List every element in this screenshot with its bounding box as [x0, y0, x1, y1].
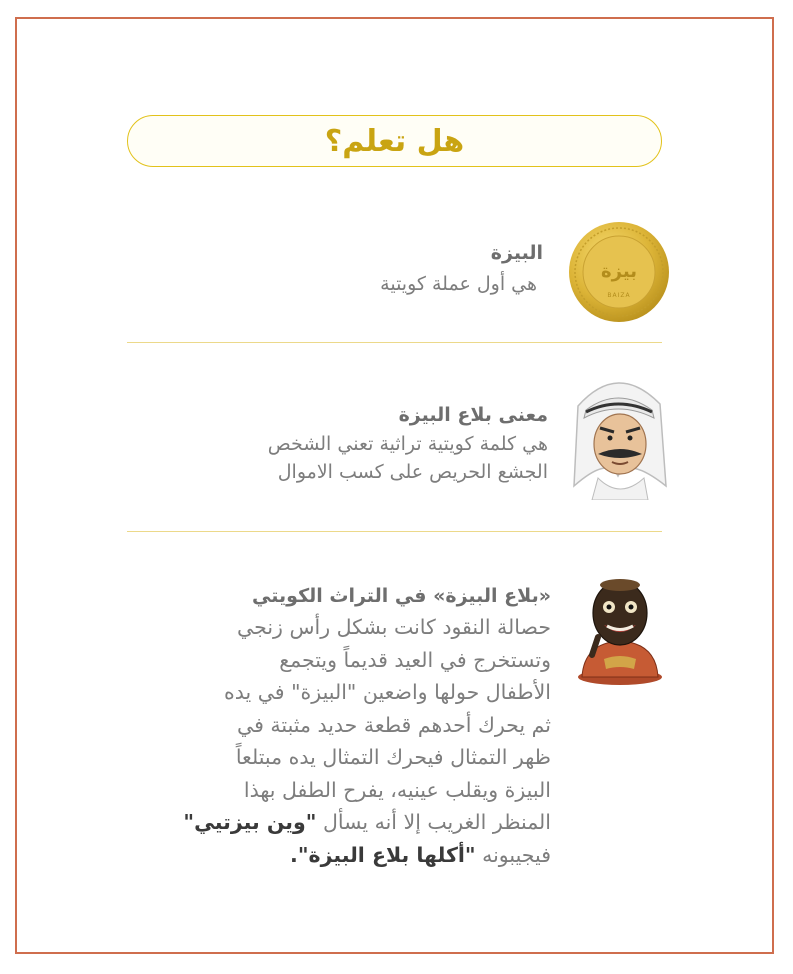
money-bank-figurine-icon	[574, 577, 666, 685]
title-banner	[127, 115, 662, 167]
quote-text: "أكلها بلاع البيزة".	[290, 842, 476, 867]
section-body-line: البيزة ويقلب عينيه، يفرح الطفل بهذا	[243, 777, 551, 802]
section-body: هي أول عملة كويتية	[380, 273, 537, 295]
section-body-line	[131, 839, 551, 872]
section-body-line	[131, 806, 551, 839]
section-baiza	[183, 240, 543, 298]
section-body-line: وتستخرج في العيد قديماً ويتجمع	[279, 647, 551, 672]
section-body-text: المنظر الغريب إلا أنه يسأل	[322, 810, 551, 834]
section-body-line: حصالة النقود كانت بشكل رأس زنجي	[237, 615, 551, 639]
divider	[127, 342, 662, 343]
section-body-line: الأطفال حولها واضعين "البيزة" في يده	[224, 680, 551, 704]
section-heritage	[131, 583, 551, 871]
section-meaning	[168, 402, 548, 486]
quote-text: "وين بيزتيي"	[183, 810, 317, 834]
section-body-text: فيجيبونه	[475, 842, 551, 867]
divider	[127, 531, 662, 532]
section-title: «بلاع البيزة» في التراث الكويتي	[252, 585, 551, 607]
kuwaiti-man-caricature-icon	[568, 366, 670, 500]
section-body-line: هي كلمة كويتية تراثية تعني الشخص	[267, 433, 548, 455]
page-title: هل تعلم؟	[324, 123, 465, 159]
section-title: معنى بلاع البيزة	[398, 404, 548, 426]
coin-text: بيزة	[601, 261, 637, 282]
section-body-line: ثم يحرك أحدهم قطعة حديد مثبتة في	[237, 712, 551, 737]
section-title: البيزة	[490, 242, 543, 264]
section-body-line: ظهر التمثال فيحرك التمثال يده مبتلعاً	[235, 745, 551, 769]
gold-coin-icon	[568, 221, 670, 323]
section-body-line: الجشع الحريص على كسب الاموال	[277, 461, 548, 483]
coin-subtext: BAIZA	[607, 292, 631, 299]
